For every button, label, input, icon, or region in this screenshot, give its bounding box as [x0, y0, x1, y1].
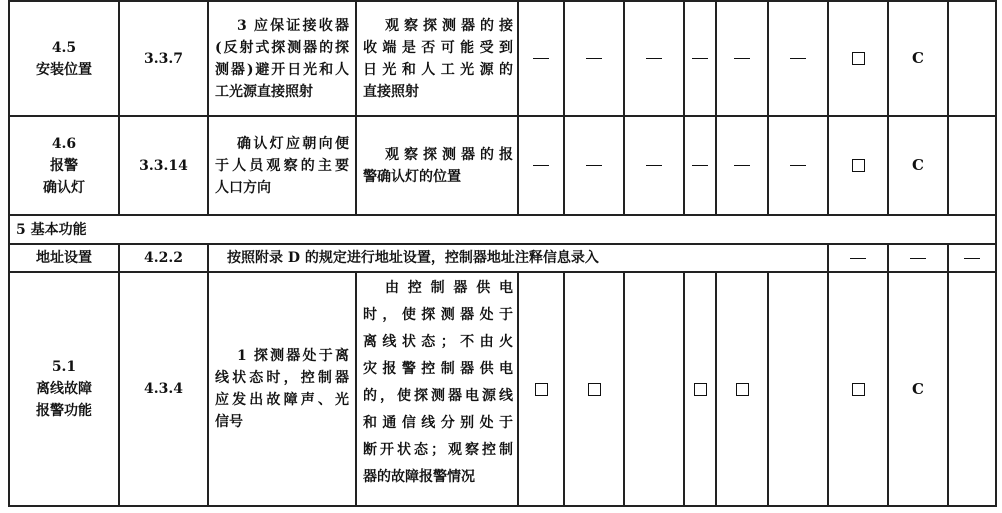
item-number: 5.1 [51, 359, 77, 375]
not-applicable-dash [646, 165, 662, 166]
clause-cell: 4.2.2 [119, 244, 208, 272]
mark-cell [888, 116, 948, 215]
not-applicable-dash [533, 58, 549, 59]
clause-cell: 3.3.7 [119, 1, 208, 116]
mark-cell [518, 272, 564, 506]
table-row [9, 1, 996, 116]
checkbox-icon [535, 383, 548, 396]
requirement-line: 1 探测器处于离 [237, 348, 349, 364]
not-applicable-dash [910, 258, 926, 259]
not-applicable-dash [586, 58, 602, 59]
requirement-cell [208, 116, 356, 215]
method-line: 器的故障报警情况 [363, 469, 475, 485]
item-cell: 地址设置 [9, 244, 119, 272]
method-line: 离线状态；不由火 [363, 334, 513, 350]
mark-cell [564, 272, 624, 506]
requirement-line: 工光源直接照射 [215, 83, 313, 100]
mark-cell [716, 272, 768, 506]
mark-cell [948, 1, 996, 116]
requirement-line: 确认灯应朝向便 [237, 135, 349, 152]
section-row [9, 215, 996, 244]
not-applicable-dash [646, 58, 662, 59]
not-applicable-dash [533, 165, 549, 166]
clause-cell: 3.3.14 [119, 116, 208, 215]
checkbox-icon [852, 52, 865, 65]
requirement-cell [208, 272, 356, 506]
mark-cell [888, 1, 948, 116]
method-line: 断开状态；观察控制 [363, 442, 513, 458]
mark-cell [948, 272, 996, 506]
mark-cell [564, 116, 624, 215]
table-row [9, 244, 996, 272]
item-name: 离线故障 [36, 381, 92, 397]
method-line: 由控制器供电 [385, 280, 513, 296]
requirement-line: (反射式探测器的探 [215, 39, 349, 56]
mark-cell [624, 116, 684, 215]
not-applicable-dash [692, 58, 708, 59]
mark-cell [828, 1, 888, 116]
mark-cell [828, 116, 888, 215]
method-line: 直接照射 [363, 83, 419, 100]
method-line: 警确认灯的位置 [363, 168, 461, 185]
not-applicable-dash [734, 58, 750, 59]
requirement-line: 线状态时，控制器 [215, 370, 349, 386]
item-name: 安装位置 [36, 61, 92, 78]
mark-cell [684, 272, 716, 506]
not-applicable-dash [734, 165, 750, 166]
not-applicable-dash [586, 165, 602, 166]
mark-cell [518, 116, 564, 215]
not-applicable-dash [692, 165, 708, 166]
mark-cell [948, 116, 996, 215]
mark-cell [828, 244, 888, 272]
mark-cell [888, 272, 948, 506]
table-row [9, 272, 996, 506]
method-line: 和通信线分别处于 [363, 415, 513, 431]
category-label: C [912, 49, 924, 67]
section-heading: 5 基本功能 [9, 215, 996, 244]
mark-cell [684, 1, 716, 116]
not-applicable-dash [790, 58, 806, 59]
not-applicable-dash [790, 165, 806, 166]
mark-cell [564, 1, 624, 116]
requirement-line: 信号 [215, 414, 243, 430]
item-number: 4.5 [51, 39, 77, 56]
requirement-line: 测器)避开日光和人 [215, 61, 349, 78]
method-line: 灾报警控制器供电 [363, 361, 513, 377]
mark-cell [518, 1, 564, 116]
method-line: 时，使探测器处于 [363, 307, 513, 323]
item-name: 确认灯 [43, 179, 85, 196]
requirement-line: 应发出故障声、光 [215, 392, 349, 408]
method-cell [356, 116, 518, 215]
inspection-table [8, 0, 997, 507]
item-cell [9, 1, 119, 116]
mark-cell [684, 116, 716, 215]
item-cell [9, 116, 119, 215]
category-label: C [912, 379, 924, 398]
mark-cell [716, 1, 768, 116]
mark-cell [624, 1, 684, 116]
requirement-line: 人口方向 [215, 179, 271, 196]
category-label: C [912, 156, 924, 174]
mark-cell [828, 272, 888, 506]
mark-cell [888, 244, 948, 272]
requirement-cell [208, 1, 356, 116]
item-name: 报警 [50, 157, 78, 174]
mark-cell [624, 272, 684, 506]
clause-cell: 4.3.4 [119, 272, 208, 506]
checkbox-icon [694, 383, 707, 396]
not-applicable-dash [964, 258, 980, 259]
item-name: 报警功能 [36, 403, 92, 419]
not-applicable-dash [850, 258, 866, 259]
method-cell [356, 272, 518, 506]
requirement-line: 于人员观察的主要 [215, 157, 349, 174]
method-cell [356, 1, 518, 116]
table-row [9, 116, 996, 215]
item-number: 4.6 [51, 135, 77, 152]
checkbox-icon [852, 159, 865, 172]
address-text: 按照附录 D 的规定进行地址设置，控制器地址注释信息录入 [208, 244, 828, 272]
mark-cell [948, 244, 996, 272]
mark-cell [716, 116, 768, 215]
mark-cell [768, 272, 828, 506]
mark-cell [768, 116, 828, 215]
checkbox-icon [736, 383, 749, 396]
method-line: 观察探测器的报 [385, 146, 513, 163]
item-cell [9, 272, 119, 506]
requirement-line: 3 应保证接收器 [237, 17, 349, 34]
checkbox-icon [588, 383, 601, 396]
method-line: 收端是否可能受到 [363, 39, 513, 56]
method-line: 日光和人工光源的 [363, 61, 513, 78]
mark-cell [768, 1, 828, 116]
checkbox-icon [852, 383, 865, 396]
method-line: 观察探测器的接 [385, 17, 513, 34]
method-line: 的，使探测器电源线 [363, 388, 513, 404]
